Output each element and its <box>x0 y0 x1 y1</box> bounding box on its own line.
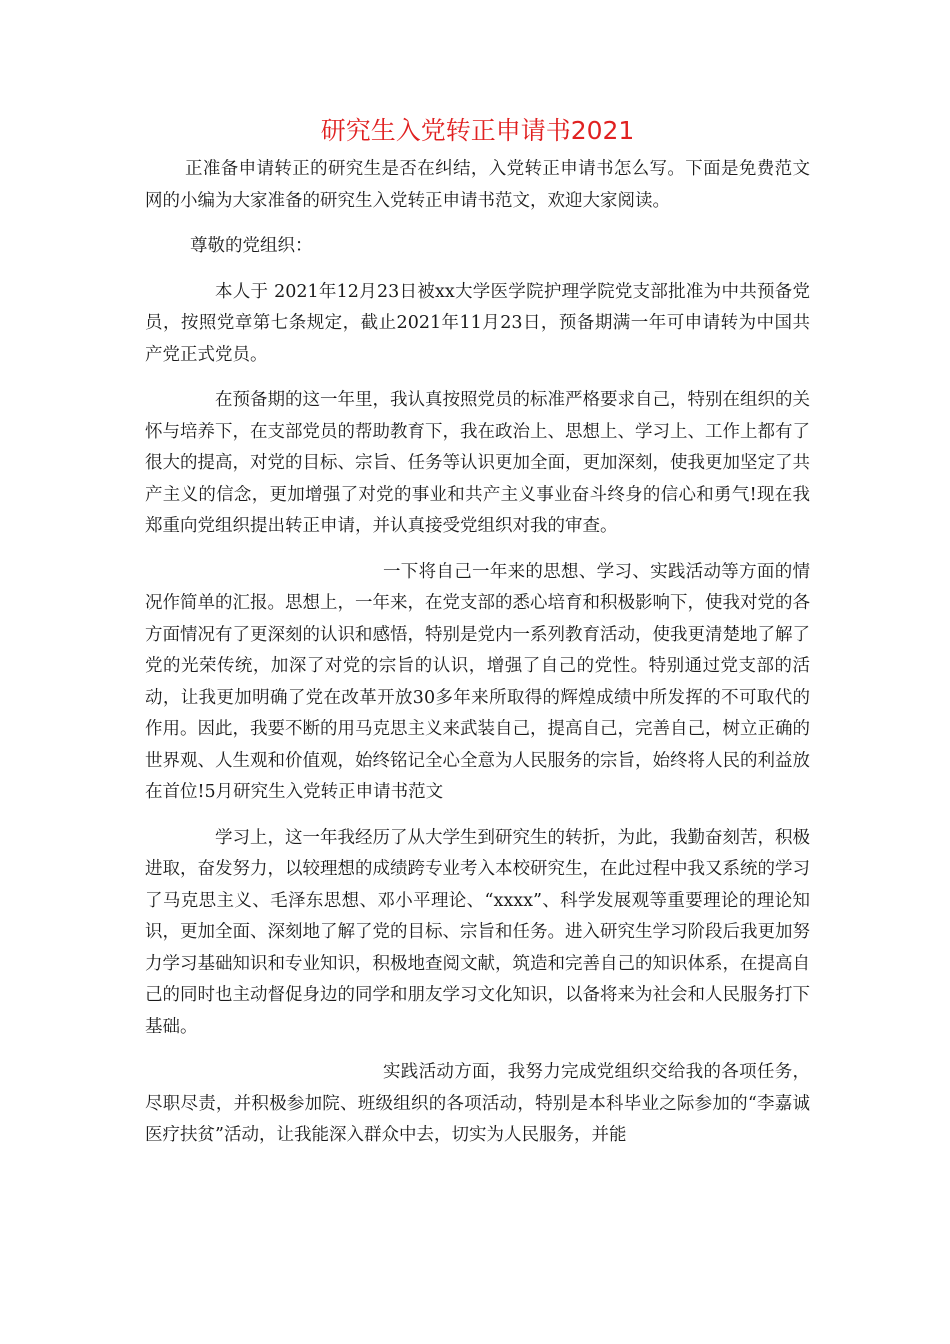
intro-paragraph: 正准备申请转正的研究生是否在纠结，入党转正申请书怎么写。下面是免费范文网的小编为大家准备的研究生入党转正申请书范文，欢迎大家阅读。 <box>145 159 810 211</box>
document-title: 研究生入党转正申请书2021 <box>320 116 635 145</box>
body-paragraph-3: 一下将自己一年来的思想、学习、实践活动等方面的情况作简单的汇报。思想上，一年来，在党支部的悉心培育和积极影响下，使我对党的各方面情况有了更深刻的认识和感悟，特别是党内一系列教育活动，使我更清楚地了解了党的光荣传统，加深了对党的宗旨的认识，增强了自己的党性。特别通过党支部的活动，让我更加明确了党在改革开放30多年来所取得的辉煌成绩中所发挥的不可取代的作用。因此，我要不断的用马克思主义来武装自己，提高自己，完善自己，树立正确的世界观、人生观和价值观，始终铭记全心全意为人民服务的宗旨，始终将人民的利益放在首位!5月研究生入党转正申请书范文 <box>145 561 810 802</box>
body-paragraph-2: 在预备期的这一年里，我认真按照党员的标准严格要求自己，特别在组织的关怀与培养下，在支部党员的帮助教育下，我在政治上、思想上、学习上、工作上都有了很大的提高，对党的目标、宗旨、任务等认识更加全面，更加深刻，使我更加坚定了共产主义的信念，更加增强了对党的事业和共产主义事业奋斗终身的信心和勇气!现在我郑重向党组织提出转正申请，并认真接受党组织对我的审查。 <box>145 390 810 536</box>
body-paragraph-1: 本人于 2021年12月23日被xx大学医学院护理学院党支部批准为中共预备党员，按照党章第七条规定，截止2021年11月23日，预备期满一年可申请转为中国共产党正式党员。 <box>145 281 810 365</box>
body-paragraph-5: 实践活动方面，我努力完成党组织交给我的各项任务，尽职尽责，并积极参加院、班级组织的各项活动，特别是本科毕业之际参加的“李嘉诚医疗扶贫”活动，让我能深入群众中去，切实为人民服务，并能 <box>145 1062 810 1145</box>
salutation: 尊敬的党组织： <box>190 236 313 256</box>
body-paragraph-4: 学习上，这一年我经历了从大学生到研究生的转折，为此，我勤奋刻苦，积极进取，奋发努力，以较理想的成绩跨专业考入本校研究生，在此过程中我又系统的学习了马克思主义、毛泽东思想、邓小平理论、“xxxx”、科学发展观等重要理论的理论知识，更加全面、深刻地了解了党的目标、宗旨和任务。进入研究生学习阶段后我更加努力学习基础知识和专业知识，积极地查阅文献，筑造和完善自己的知识体系，在提高自己的同时也主动督促身边的同学和朋友学习文化知识，以备将来为社会和人民服务打下基础。 <box>145 827 810 1037</box>
